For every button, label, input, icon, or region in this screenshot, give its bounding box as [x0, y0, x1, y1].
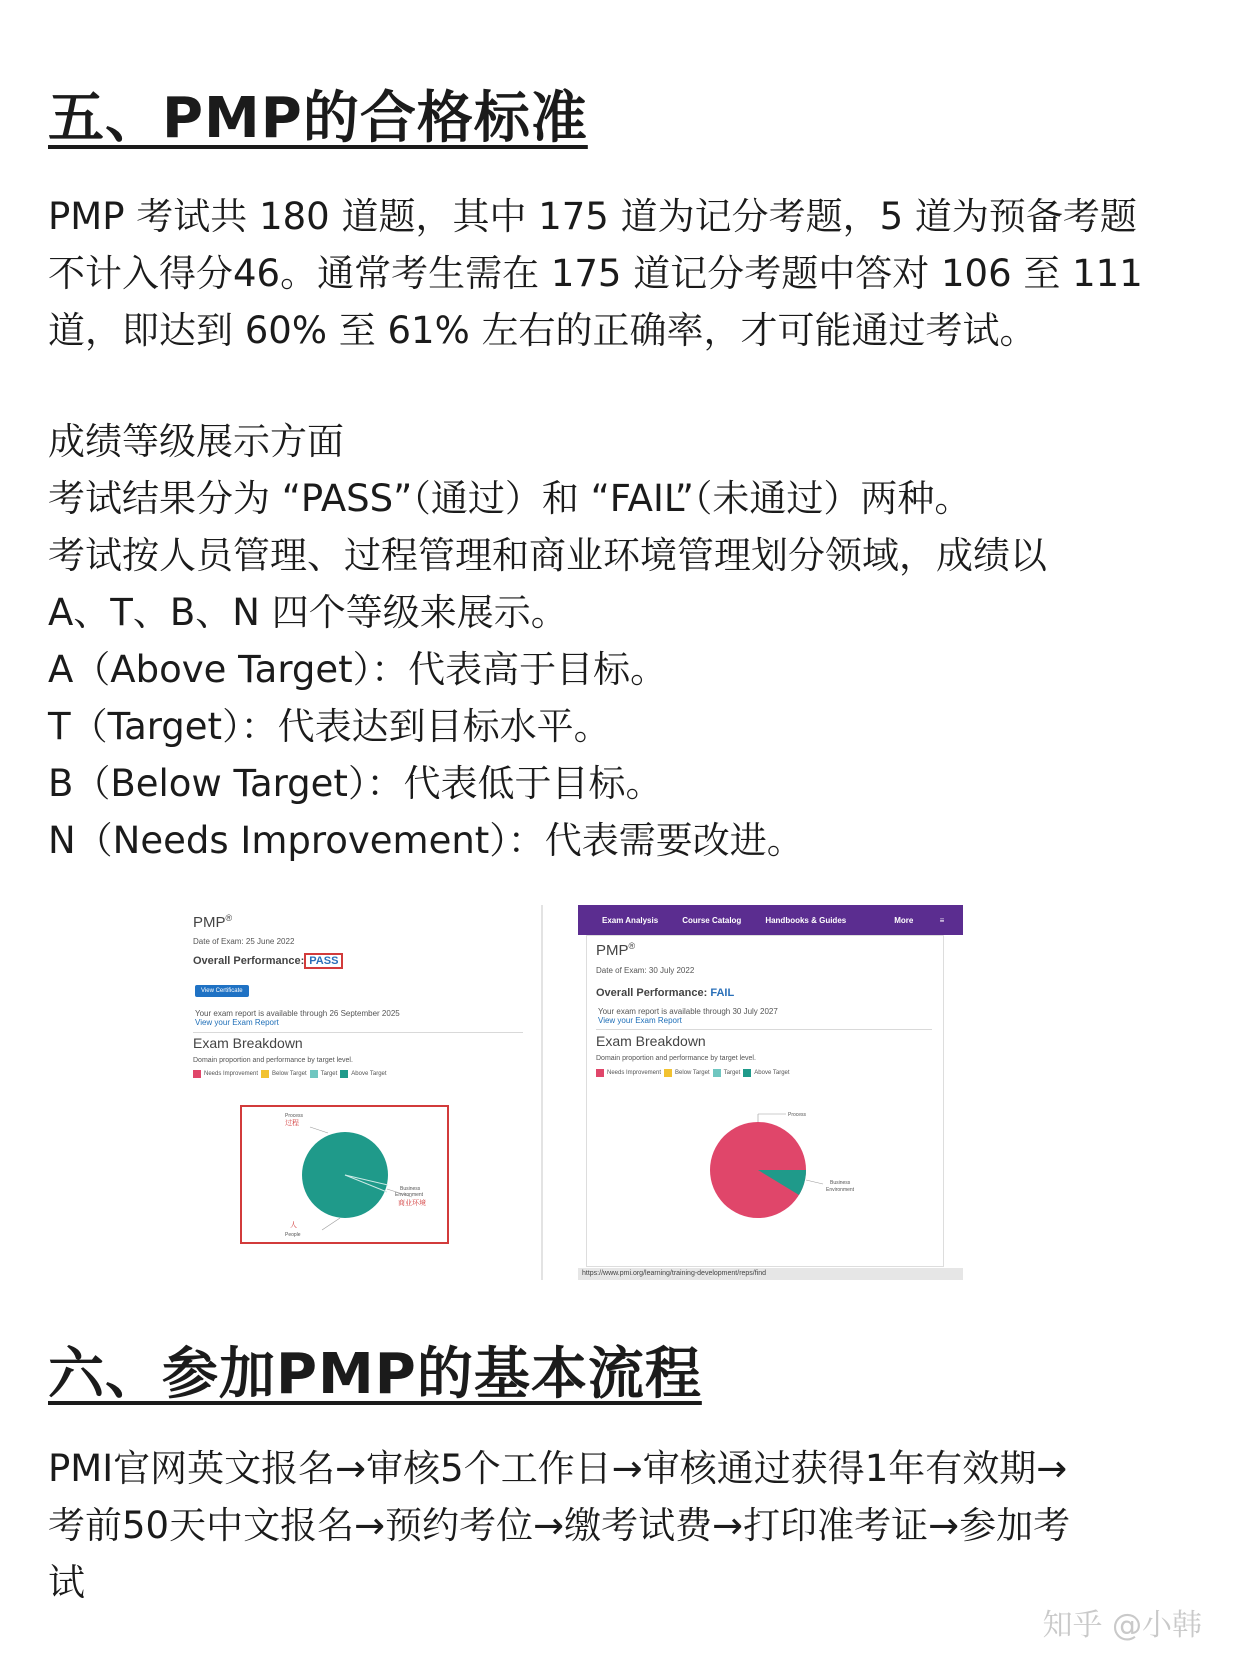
legend: Needs Improvement Below Target Target Above Target [596, 1069, 790, 1077]
legend: Needs Improvement Below Target Target Above Target [193, 1070, 387, 1078]
nav-more[interactable]: More ≡ [894, 915, 945, 925]
grade-line-b: B（Below Target）：代表低于目标。 [48, 762, 663, 805]
pie-label-process-cn: 过程 [285, 1120, 299, 1127]
availability-note: Your exam report is available through 30 July 2027 [598, 1007, 778, 1016]
breakdown-subtitle: Domain proportion and performance by target level. [596, 1055, 756, 1062]
pie-label-process: Process [285, 1113, 304, 1119]
fail-pie-chart [658, 1100, 878, 1220]
view-exam-report-link[interactable]: View your Exam Report [195, 1018, 279, 1027]
intro-line: 道，即达到 60% 至 61% 左右的正确率，才可能通过考试。 [48, 309, 1037, 352]
legend-swatch-needs-improvement [193, 1070, 201, 1078]
grade-line-t: T（Target）：代表达到目标水平。 [48, 705, 611, 748]
grade-line-a: A（Above Target）：代表高于目标。 [48, 648, 668, 691]
watermark: 知乎 @小韩 [1042, 1608, 1202, 1643]
flow-line: 试 [48, 1561, 85, 1604]
flow-line: 考前50天中文报名→预约考位→缴考试费→打印准考证→参加考 [48, 1504, 1071, 1547]
pmp-logo: PMP® [596, 941, 636, 959]
nav-course-catalog[interactable]: Course Catalog [682, 915, 742, 925]
overall-performance: Overall Performance: PASS [193, 955, 343, 967]
grade-paragraph [48, 413, 1198, 869]
legend-swatch-target [310, 1070, 318, 1078]
breakdown-subtitle: Domain proportion and performance by target level. [193, 1057, 353, 1064]
section-title-process: 六、参加PMP的基本流程 [48, 1342, 702, 1407]
intro-line: 不计入得分46。通常考生需在 175 道记分考题中答对 106 至 111 [48, 252, 1143, 295]
pie-label-business-cn: 商业环境 [398, 1200, 426, 1207]
grade-line-n: N（Needs Improvement）：代表需要改进。 [48, 819, 804, 862]
breakdown-title: Exam Breakdown [193, 1035, 303, 1051]
legend-swatch-below-target [261, 1070, 269, 1078]
top-navbar [578, 905, 963, 935]
pie-label-people-cn: 人 [290, 1222, 297, 1229]
intro-line: PMP 考试共 180 道题，其中 175 道为记分考题，5 道为预备考题 [48, 195, 1137, 238]
pmp-logo: PMP® [193, 913, 233, 931]
grade-line: 成绩等级展示方面 [48, 420, 344, 463]
pie-label-people: People [285, 1232, 301, 1238]
pie-label-business: Business [400, 1186, 421, 1192]
pass-pie-chart [240, 1105, 450, 1245]
availability-note: Your exam report is available through 26 September 2025 [195, 1009, 400, 1018]
legend-swatch-above-target [340, 1070, 348, 1078]
pie-label-environment: Environment [826, 1187, 855, 1193]
legend-swatch-above-target [743, 1069, 751, 1077]
nav-handbooks-guides[interactable]: Handbooks & Guides [765, 915, 847, 925]
pass-report-screenshot [185, 905, 543, 1280]
pie-label-process: Process [788, 1112, 807, 1118]
grade-line: A、T、B、N 四个等级来展示。 [48, 591, 568, 634]
url-bar: https://www.pmi.org/learning/training-development/reps/find [578, 1268, 963, 1280]
fail-result: FAIL [710, 987, 735, 999]
flow-paragraph [48, 1440, 1198, 1611]
divider [193, 1032, 523, 1033]
legend-swatch-needs-improvement [596, 1069, 604, 1077]
pie-label-environment: Environment [395, 1192, 424, 1198]
intro-paragraph [48, 188, 1198, 359]
exam-date: Date of Exam: 25 June 2022 [193, 937, 295, 946]
breakdown-title: Exam Breakdown [596, 1033, 706, 1049]
fail-report-screenshot [578, 905, 963, 1280]
flow-line: PMI官网英文报名→审核5个工作日→审核通过获得1年有效期→ [48, 1447, 1068, 1490]
divider [596, 1029, 932, 1030]
overall-performance: Overall Performance: FAIL [596, 987, 735, 999]
legend-swatch-below-target [664, 1069, 672, 1077]
legend-swatch-target [713, 1069, 721, 1077]
section-title-pass-standard: 五、PMP的合格标准 [48, 86, 588, 151]
pie-label-business: Business [830, 1180, 851, 1186]
grade-line: 考试结果分为 “PASS”（通过）和 “FAIL”（未通过）两种。 [48, 477, 972, 520]
pass-result-badge: PASS [304, 953, 343, 969]
view-certificate-button[interactable]: View Certificate [195, 985, 249, 997]
nav-exam-analysis[interactable]: Exam Analysis [602, 915, 659, 925]
grade-line: 考试按人员管理、过程管理和商业环境管理划分领域，成绩以 [48, 534, 1047, 577]
menu-icon: ≡ [939, 915, 945, 925]
view-exam-report-link[interactable]: View your Exam Report [598, 1016, 682, 1025]
exam-date: Date of Exam: 30 July 2022 [596, 966, 695, 975]
